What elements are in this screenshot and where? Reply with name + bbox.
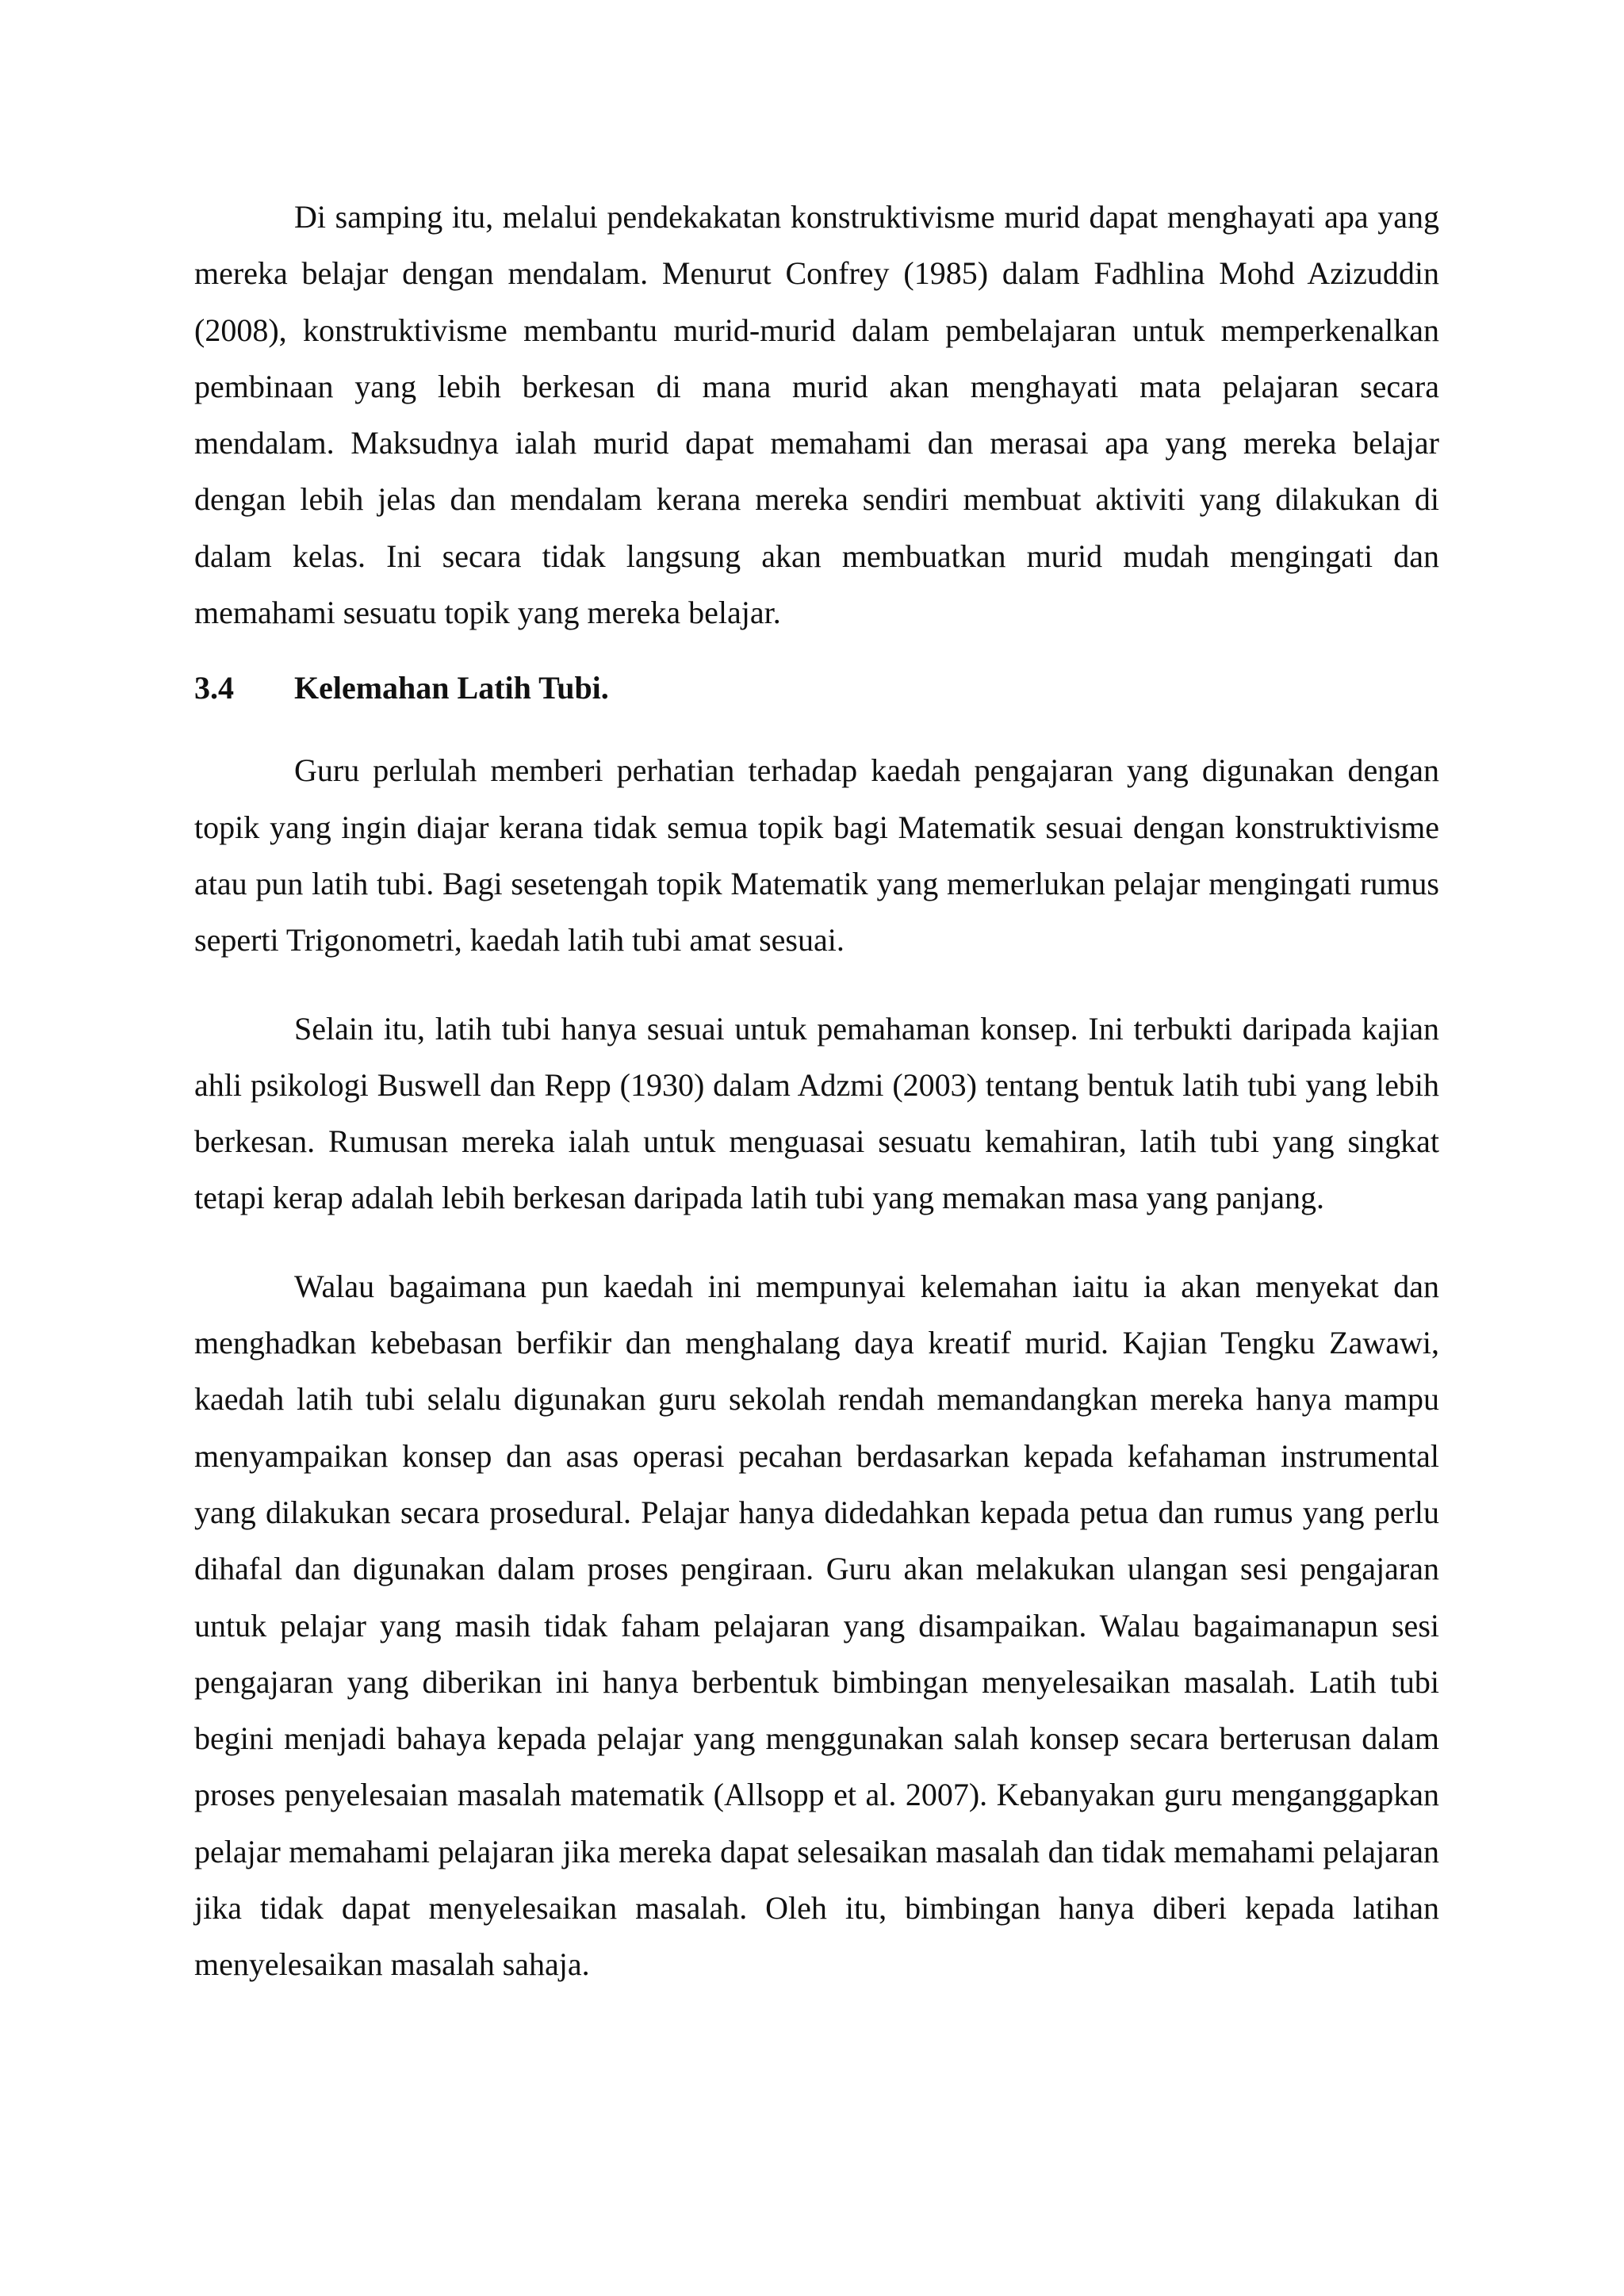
section-number: 3.4 [194, 670, 234, 706]
paragraph-concept-understanding: Selain itu, latih tubi hanya sesuai untuk pemahaman konsep. Ini terbukti daripada kajian ahli psikologi Buswell dan Repp (1930) dalam Adzmi (2003) tentang bentuk latih tubi yang lebih berkesan. Rumusan mereka ialah untuk menguasai sesuatu kemahiran, latih tubi yang singkat tetapi kerap adalah lebih berkesan daripada latih tubi yang memakan masa yang panjang. [194, 1010, 1439, 1216]
spacer [194, 1226, 1439, 1258]
spacer [194, 969, 1439, 1001]
paragraph-weakness: Walau bagaimana pun kaedah ini mempunyai kelemahan iaitu ia akan menyekat dan menghadkan kebebasan berfikir dan menghalang daya kreatif murid. Kajian Tengku Zawawi, kaedah latih tubi selalu digunakan guru sekolah rendah memandangkan mereka hanya mampu menyampaikan konsep dan asas operasi pecahan berdasarkan kepada kefahaman instrumental yang dilakukan secara prosedural. Pelajar hanya didedahkan kepada petua dan rumus yang perlu dihafal dan digunakan dalam proses pengiraan. Guru akan melakukan ulangan sesi pengajaran untuk pelajar yang masih tidak faham pelajaran yang disampaikan. Walau bagaimanapun sesi pengajaran yang diberikan ini hanya berbentuk bimbingan menyelesaikan masalah. Latih tubi begini menjadi bahaya kepada pelajar yang menggunakan salah konsep secara berterusan dalam proses penyelesaian masalah matematik (Allsopp et al. 2007). Kebanyakan guru menganggapkan pelajar memahami pelajaran jika mereka dapat selesaikan masalah dan tidak memahami pelajaran jika tidak dapat menyelesaikan masalah. Oleh itu, bimbingan hanya diberi kepada latihan menyelesaikan masalah sahaja. [194, 1268, 1439, 1983]
spacer [194, 712, 1439, 742]
paragraph-teacher-method: Guru perlulah memberi perhatian terhadap kaedah pengajaran yang digunakan dengan topik yang ingin diajar kerana tidak semua topik bagi Matematik sesuai dengan konstruktivisme atau pun latih tubi. Bagi sesetengah topik Matematik yang memerlukan pelajar mengingati rumus seperti Trigonometri, kaedah latih tubi amat sesuai. [194, 752, 1439, 959]
document-body [194, 189, 1439, 1993]
section-title: Kelemahan Latih Tubi. [294, 670, 609, 706]
section-heading [194, 664, 1439, 712]
paragraph-intro: Di samping itu, melalui pendekakatan konstruktivisme murid dapat menghayati apa yang mereka belajar dengan mendalam. Menurut Confrey (1985) dalam Fadhlina Mohd Azizuddin (2008), konstruktivisme membantu murid-murid dalam pembelajaran untuk memperkenalkan pembinaan yang lebih berkesan di mana murid akan menghayati mata pelajaran secara mendalam. Maksudnya ialah murid dapat memahami dan merasai apa yang mereka belajar dengan lebih jelas dan mendalam kerana mereka sendiri membuat aktiviti yang dilakukan di dalam kelas. Ini secara tidak langsung akan membuatkan murid mudah mengingati dan memahami sesuatu topik yang mereka belajar. [194, 199, 1439, 631]
spacer [194, 641, 1439, 664]
